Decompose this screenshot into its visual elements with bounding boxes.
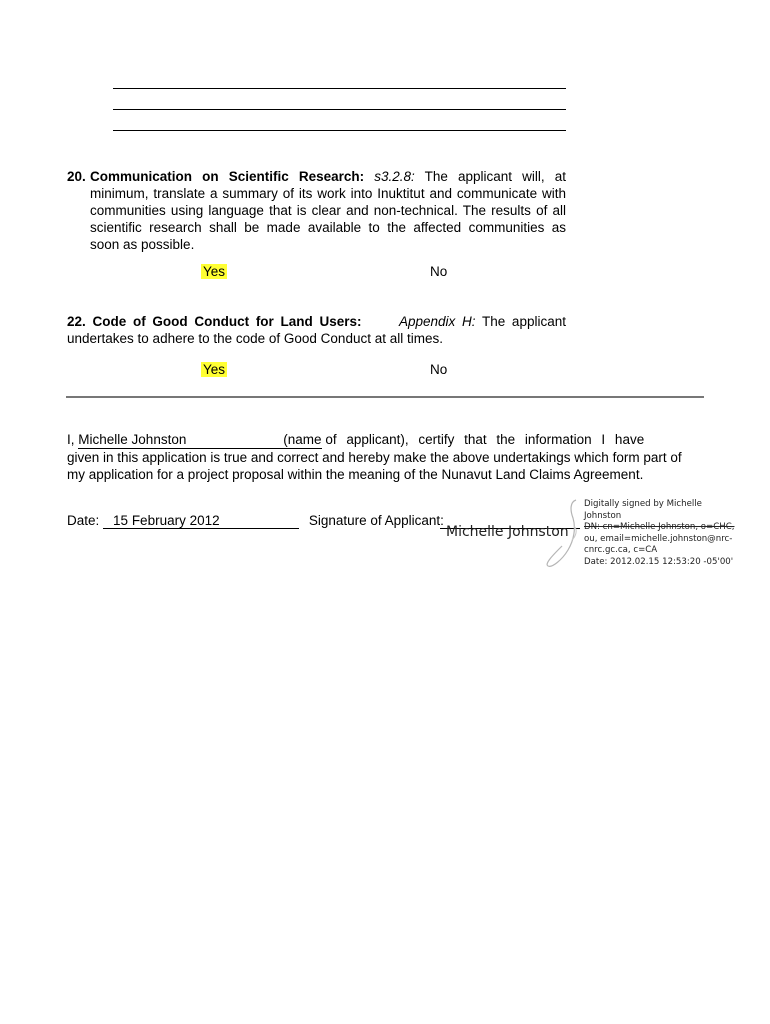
applicant-name-field[interactable]: Michelle Johnston: [78, 431, 283, 449]
signature-signer-name: Michelle Johnston: [446, 524, 569, 540]
item-20-yes-option[interactable]: Yes: [203, 264, 226, 279]
item-22-yes-option[interactable]: Yes: [203, 362, 226, 377]
answer-line-1: [113, 88, 566, 89]
answer-line-3: [113, 130, 566, 131]
answer-line-2: [113, 109, 566, 110]
item-22-ref: Appendix H:: [398, 314, 476, 329]
item-22-paragraph: [67, 313, 566, 347]
date-row: [67, 513, 444, 529]
date-label: Date:: [67, 513, 100, 528]
certification-line-1: I, Michelle Johnston (name of applicant), certify that the information I have: [67, 432, 645, 447]
certification-paragraph: [67, 431, 703, 483]
item-20-title: Communication on Scientific Research:: [90, 169, 365, 184]
item-22-line-1: 22. Code of Good Conduct for Land Users: Appendix H: The applicant: [67, 314, 566, 329]
section-separator: [66, 396, 704, 398]
signature-label: Signature of Applicant:: [308, 513, 444, 528]
digital-signature-info: Digitally signed by Michelle Johnston DN: cn=Michelle Johnston, o=CHC, ou, email=michelle.johnston@nrc- cnrc.gc.ca, c=CA Date: 2012.02.15 12:53:20 -05'00': [584, 499, 735, 567]
item-20-line-4: scientific research shall be made available to the affected communities as: [90, 220, 566, 235]
item-22-no-option[interactable]: No: [430, 362, 448, 377]
item-22-line-2: undertakes to adhere to the code of Good Conduct at all times.: [67, 331, 443, 346]
date-field[interactable]: 15 February 2012: [103, 513, 299, 529]
item-20-ref: s3.2.8:: [374, 169, 415, 184]
item-20-paragraph: [90, 168, 566, 253]
item-20-line-2: minimum, translate a summary of its work into Inuktitut and communicate with: [90, 186, 566, 201]
item-20-no-option[interactable]: No: [430, 264, 448, 279]
item-20-number: 20.: [67, 169, 86, 184]
certification-line-2: given in this application is true and correct and hereby make the above undertakings which form part of: [67, 450, 682, 465]
item-20-line-3: communities using language that is clear and non-technical. The results of all: [90, 203, 566, 218]
item-22-heading: 22. Code of Good Conduct for Land Users:: [67, 314, 362, 329]
item-20-line-1: Communication on Scientific Research: s3.2.8: The applicant will, at: [90, 169, 566, 184]
certification-line-3: my application for a project proposal within the meaning of the Nunavut Land Claims Agreement.: [67, 467, 644, 482]
applicant-name-label: (name: [283, 432, 322, 447]
item-20-line-5: soon as possible.: [90, 237, 195, 252]
